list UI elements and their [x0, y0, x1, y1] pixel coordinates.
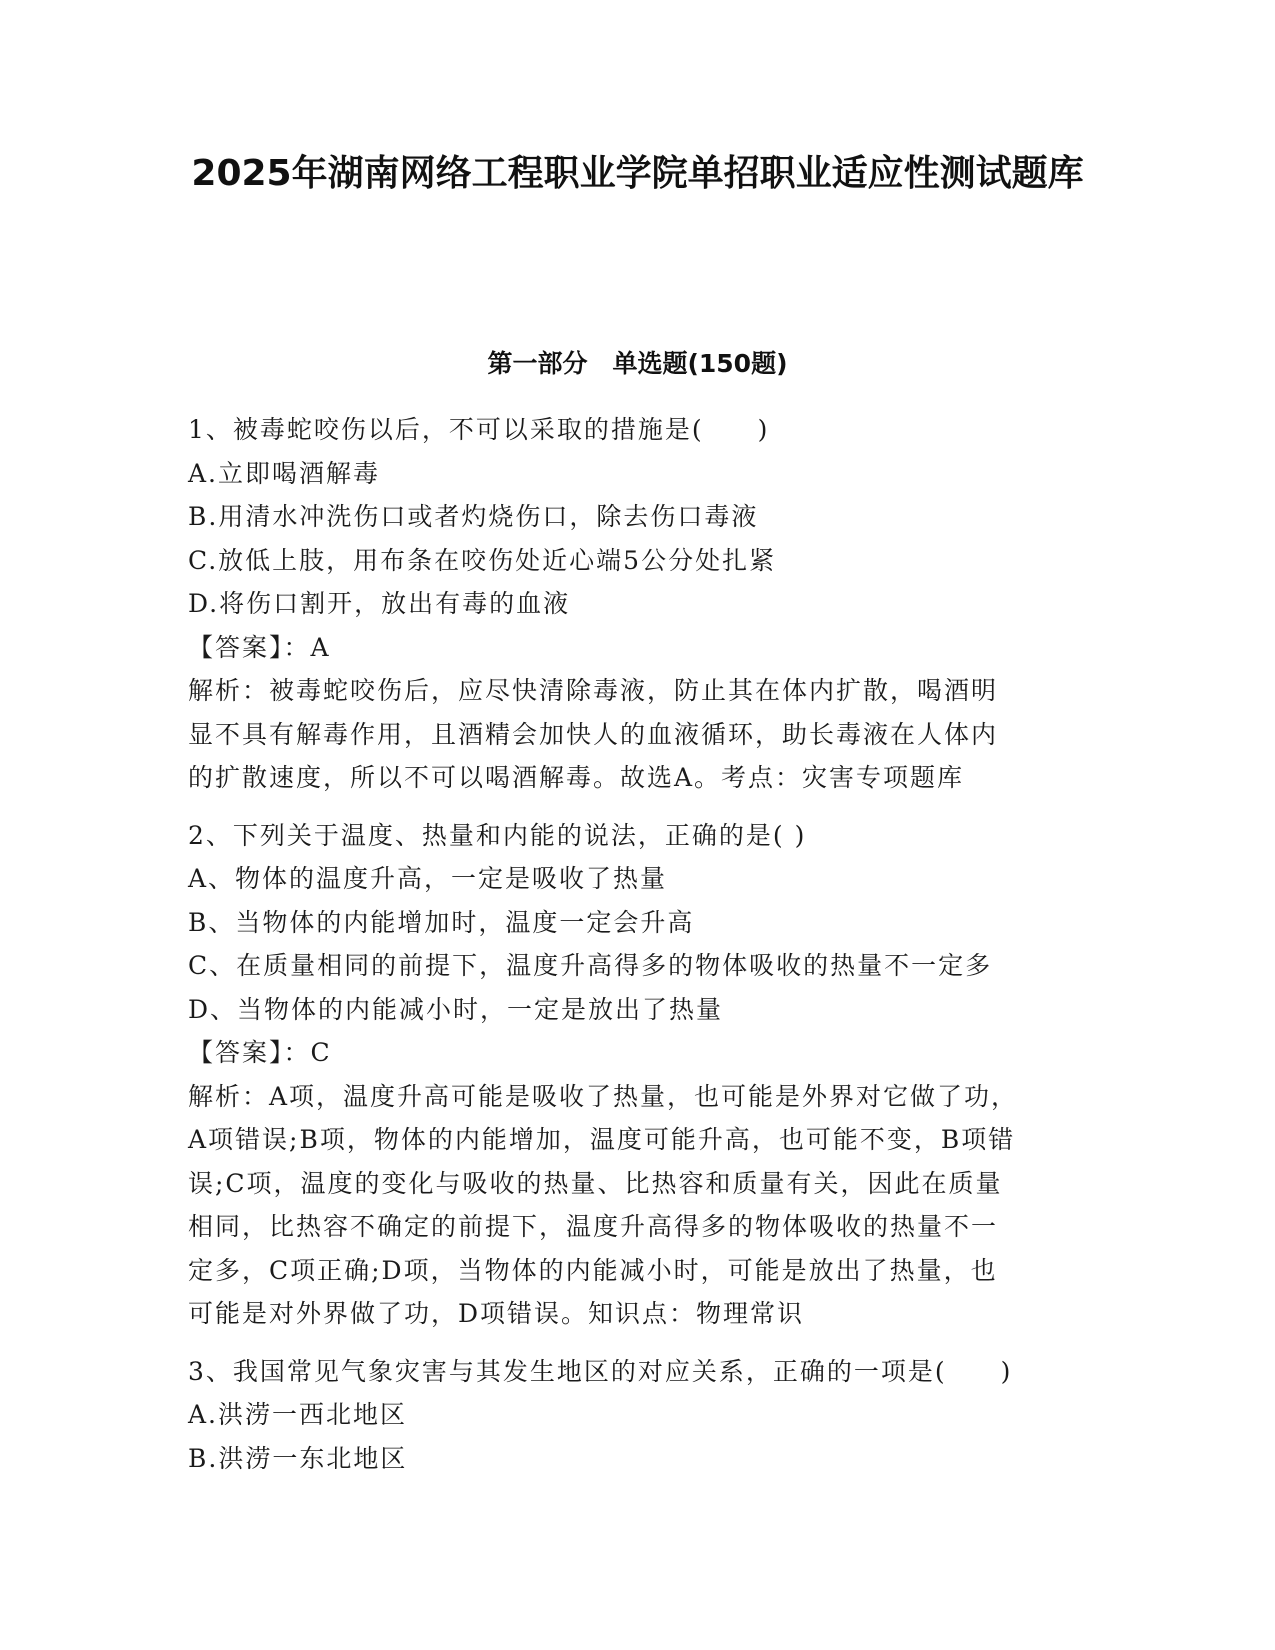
question-3	[188, 1350, 1088, 1481]
option-c: C、在质量相同的前提下，温度升高得多的物体吸收的热量不一定多	[188, 951, 993, 980]
option-b: B.用清水冲洗伤口或者灼烧伤口，除去伤口毒液	[188, 502, 759, 531]
analysis-line: 解析：被毒蛇咬伤后，应尽快清除毒液，防止其在体内扩散，喝酒明	[188, 676, 999, 705]
option-d: D.将伤口割开，放出有毒的血液	[188, 589, 571, 618]
question-stem: 3、我国常见气象灾害与其发生地区的对应关系，正确的一项是( )	[188, 1356, 1013, 1386]
option-a: A、物体的温度升高，一定是吸收了热量	[188, 864, 668, 893]
option-a: A.洪涝一西北地区	[188, 1400, 408, 1429]
analysis-line: 相同，比热容不确定的前提下，温度升高得多的物体吸收的热量不一	[188, 1212, 999, 1241]
analysis-line: 显不具有解毒作用，且酒精会加快人的血液循环，助长毒液在人体内	[188, 719, 999, 749]
answer: 【答案】：A	[188, 632, 331, 662]
analysis-line: 解析：A项，温度升高可能是吸收了热量，也可能是外界对它做了功，	[188, 1081, 1019, 1111]
document-title: 2025年湖南网络工程职业学院单招职业适应性测试题库	[191, 153, 1084, 194]
option-a: A.立即喝酒解毒	[188, 458, 381, 488]
option-b: B、当物体的内能增加时，温度一定会升高	[188, 907, 695, 937]
analysis-line: 误;C项，温度的变化与吸收的热量、比热容和质量有关，因此在质量	[188, 1168, 1003, 1198]
question-list	[188, 408, 1088, 1494]
question-stem: 2、下列关于温度、热量和内能的说法，正确的是( )	[188, 820, 807, 850]
option-b: B.洪涝一东北地区	[188, 1443, 408, 1473]
option-c: C.放低上肢，用布条在咬伤处近心端5公分处扎紧	[188, 545, 777, 575]
question-stem: 1、被毒蛇咬伤以后，不可以采取的措施是( )	[188, 415, 770, 444]
option-d: D、当物体的内能减小时，一定是放出了热量	[188, 994, 724, 1024]
question-2	[188, 814, 1088, 1336]
analysis-line: 定多，C项正确;D项，当物体的内能减小时，可能是放出了热量，也	[188, 1255, 998, 1285]
answer: 【答案】：C	[188, 1038, 332, 1067]
section-heading: 第一部分 单选题(150题)	[487, 349, 788, 378]
analysis-line: 可能是对外界做了功，D项错误。知识点：物理常识	[188, 1299, 805, 1328]
analysis-line: A项错误;B项，物体的内能增加，温度可能升高，也可能不变，B项错	[188, 1125, 1016, 1154]
question-1	[188, 408, 1088, 800]
analysis-line: 的扩散速度，所以不可以喝酒解毒。故选A。考点：灾害专项题库	[188, 763, 965, 792]
